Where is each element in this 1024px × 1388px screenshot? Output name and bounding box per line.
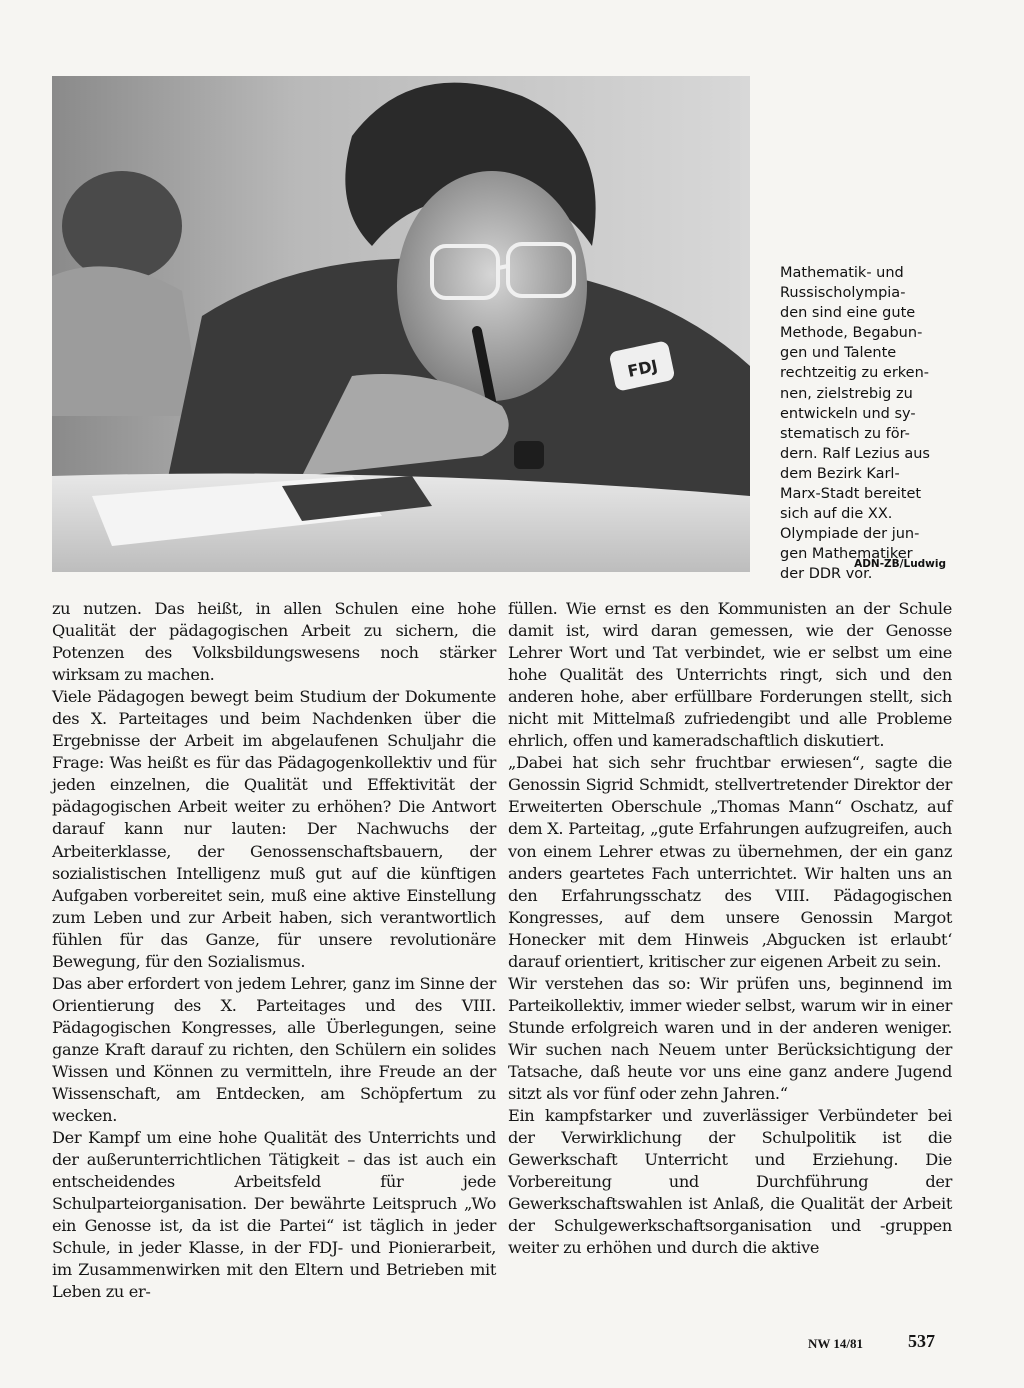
fdj-badge-text: FDJ bbox=[625, 355, 660, 381]
caption-line: der DDR vor. bbox=[780, 566, 873, 583]
caption-line: Methode, Begabun- bbox=[780, 325, 923, 342]
paragraph: Viele Pädagogen bewegt beim Studium der Dokumente des X. Parteitages und beim Nachdenken über die Ergebnisse der Arbeit im abgelaufenen Schuljahr die Frage: Was heißt es für das Pädagogenkollektiv und für jeden einzelnen, die Qualität und Effektivität der pädagogischen Arbeit weiter zu erhöhen? Die Antwort darauf kann nur lauten: Der Nachwuchs der Arbeiterklasse, der Genossenschaftsbauern, der sozialistischen Intelligenz muß gut auf die künftigen Aufgaben vorbereitet sein, muß eine aktive Einstellung zum Leben und zur Arbeit haben, sich verantwortlich fühlen für das Ganze, für unsere revolutionäre Bewegung, für den Sozialismus. bbox=[52, 687, 496, 971]
caption-line: gen Mathematiker bbox=[780, 546, 913, 563]
text-column-right bbox=[508, 598, 952, 1259]
caption-line: dem Bezirk Karl- bbox=[780, 465, 900, 482]
caption-line: dern. Ralf Lezius aus bbox=[780, 445, 930, 462]
student-photo bbox=[52, 76, 750, 572]
caption-line: Mathematik- und bbox=[780, 265, 904, 281]
page-number: 537 bbox=[908, 1331, 935, 1351]
caption-line: den sind eine gute bbox=[780, 305, 916, 322]
paragraph: Ein kampfstarker und zuverlässiger Verbündeter bei der Verwirklichung der Schulpolitik ist die Gewerkschaft Unterricht und Erziehung. Die Vorbereitung und Durchführung der Gewerkschaftswahlen ist Anlaß, die Qualität der Arbeit der Schulgewerkschaftsorganisation und -gruppen weiter zu erhöhen und durch die aktive bbox=[508, 1106, 952, 1258]
photo-credit: ADN-ZB/Ludwig bbox=[854, 558, 946, 570]
paragraph: „Dabei hat sich sehr fruchtbar erwiesen“, sagte die Genossin Sigrid Schmidt, stellvertretender Direktor der Erweiterten Oberschule „Thomas Mann“ Oschatz, auf dem X. Parteitag, „gute Erfahrungen aufzugreifen, auch von einem Lehrer etwas zu übernehmen, der ein ganz anders geartetes Fach unterrichtet. Wir halten uns an den Erfahrungsschatz des VIII. Pädagogischen Kongresses, auf dem unsere Genossin Margot Honecker mit dem Hinweis ‚Abgucken ist erlaubt‘ darauf orientiert, kritischer zur eigenen Arbeit zu sein. bbox=[508, 753, 952, 971]
caption-line: gen und Talente bbox=[780, 345, 897, 362]
paragraph: Wir verstehen das so: Wir prüfen uns, beginnend im Parteikollektiv, immer wieder selbst, warum wir in einer Stunde erfolgreich waren und in der anderen weniger. Wir suchen nach Neuem unter Berücksichtigung der Tatsache, daß heute vor uns eine ganz andere Jugend sitzt als vor fünf oder zehn Jahren.“ bbox=[508, 973, 952, 1104]
caption-line: entwickeln und sy- bbox=[780, 405, 916, 422]
caption-line: nen, zielstrebig zu bbox=[780, 385, 913, 402]
paragraph: zu nutzen. Das heißt, in allen Schulen eine hohe Qualität der pädagogischen Arbeit zu sichern, die Potenzen des Volksbildungswesens noch stärker wirksam zu machen. bbox=[52, 599, 496, 685]
issue-label: NW 14/81 bbox=[808, 1336, 864, 1351]
student-photo-illustration bbox=[52, 76, 750, 572]
paragraph: füllen. Wie ernst es den Kommunisten an der Schule damit ist, wird daran gemessen, wie der Genosse Lehrer Wort und Tat verbindet, wie er selbst um eine hohe Qualität des Unterrichts ringt, sich und den anderen hohe, aber erfüllbare Forderungen stellt, sich nicht mit Mittelmaß zufriedengibt und alle Probleme ehrlich, offen und kameradschaftlich diskutiert. bbox=[508, 599, 952, 751]
paragraph: Der Kampf um eine hohe Qualität des Unterrichts und der außerunterrichtlichen Tätigkeit – das ist auch ein entscheidendes Arbeitsfeld für jede Schulparteiorganisation. Der bewährte Leitspruch „Wo ein Genosse ist, da ist die Partei“ ist täglich in jeder Schule, in jeder Klasse, in der FDJ- und Pionierarbeit, im Zusammenwirken mit den Eltern und Betrieben mit Leben zu er- bbox=[52, 1128, 496, 1302]
caption-line: sich auf die XX. bbox=[780, 506, 893, 523]
caption-line: Marx-Stadt bereitet bbox=[780, 486, 922, 503]
caption-line: rechtzeitig zu erken- bbox=[780, 365, 930, 382]
caption-line: Russischolympia- bbox=[780, 285, 906, 302]
text-column-left bbox=[52, 598, 496, 1304]
photo-caption bbox=[780, 263, 946, 585]
caption-line: Olympiade der jun- bbox=[780, 526, 920, 543]
caption-line: stematisch zu för- bbox=[780, 425, 910, 442]
column-divider bbox=[496, 600, 497, 1300]
paragraph: Das aber erfordert von jedem Lehrer, ganz im Sinne der Orientierung des X. Parteitages und des VIII. Pädagogischen Kongresses, alle Überlegungen, seine ganze Kraft darauf zu richten, den Schülern ein solides Wissen und Können zu vermitteln, ihre Freude an der Wissenschaft, am Entdecken, am Schöpfertum zu wecken. bbox=[52, 973, 496, 1126]
